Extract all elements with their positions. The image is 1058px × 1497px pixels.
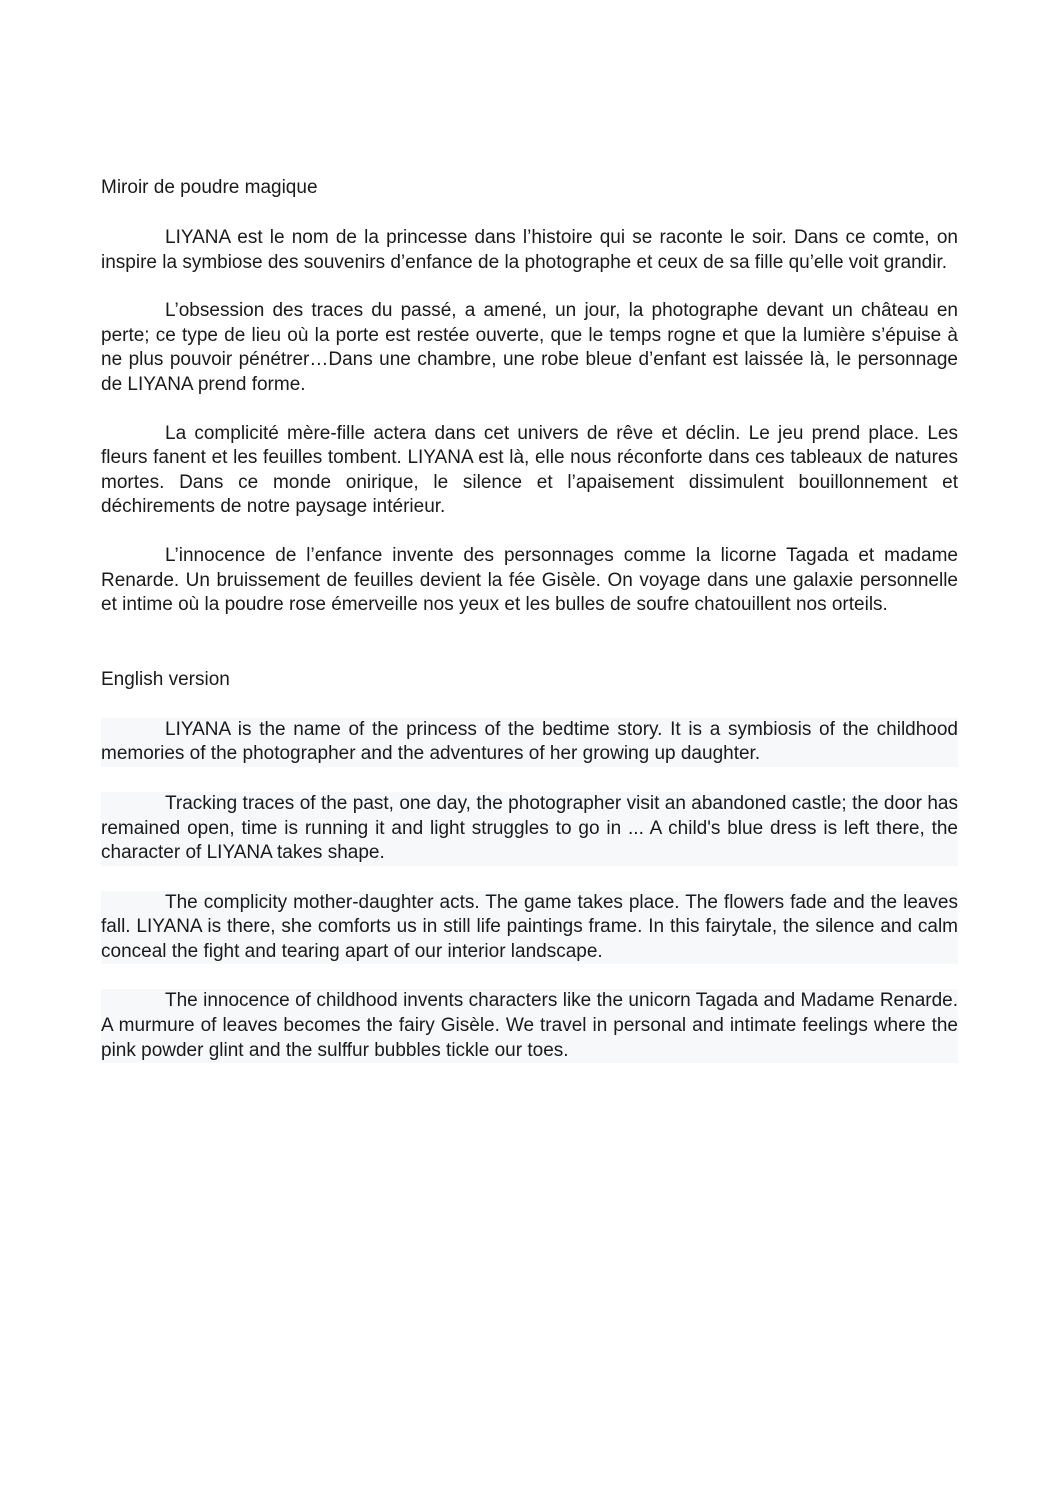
- english-title: English version: [101, 668, 230, 690]
- french-paragraph-4: L’innocence de l’enfance invente des personnages comme la licorne Tagada et madame Renarde. Un bruissement de feuilles devient la fée Gisèle. On voyage dans une galaxie personnelle et intime où la poudre rose émerveille nos yeux et les bulles de soufre chatouillent nos orteils.: [101, 544, 958, 616]
- english-paragraph-3: The complicity mother-daughter acts. The game takes place. The flowers fade and the leaves fall. LIYANA is there, she comforts us in still life paintings frame. In this fairytale, the silence and calm conceal the fight and tearing apart of our interior landscape.: [101, 891, 958, 965]
- english-paragraph-4: The innocence of childhood invents characters like the unicorn Tagada and Madame Renarde. A murmure of leaves becomes the fairy Gisèle. We travel in personal and intimate feelings where the pink powder glint and the sulffur bubbles tickle our toes.: [101, 989, 958, 1063]
- french-paragraph-1: LIYANA est le nom de la princesse dans l’histoire qui se raconte le soir. Dans ce comte, on inspire la symbiose des souvenirs d’enfance de la photographe et ceux de sa fille qu’elle voit grandir.: [101, 227, 958, 273]
- french-paragraph-2: L’obsession des traces du passé, a amené, un jour, la photographe devant un château en perte; ce type de lieu où la porte est restée ouverte, que le temps rogne et que la lumière s’épuise à ne plus pouvoir pénétrer…Dans une chambre, une robe bleue d’enfant est laissée là, le personnage de LIYANA prend forme.: [101, 300, 958, 395]
- english-paragraph-1: LIYANA is the name of the princess of the bedtime story. It is a symbiosis of the childhood memories of the photographer and the adventures of her growing up daughter.: [101, 718, 958, 767]
- french-paragraph-3: La complicité mère-fille actera dans cet univers de rêve et déclin. Le jeu prend place. Les fleurs fanent et les feuilles tombent. LIYANA est là, elle nous réconforte dans ces tableaux de natures mortes. Dans ce monde onirique, le silence et l’apaisement dissimulent bouillonnement et déchirements de notre paysage intérieur.: [101, 422, 958, 518]
- english-paragraph-2: Tracking traces of the past, one day, the photographer visit an abandoned castle; the door has remained open, time is running it and light struggles to go in ... A child's blue dress is left there, the character of LIYANA takes shape.: [101, 792, 958, 866]
- french-title: Miroir de poudre magique: [101, 177, 318, 198]
- document-page: [101, 176, 958, 1063]
